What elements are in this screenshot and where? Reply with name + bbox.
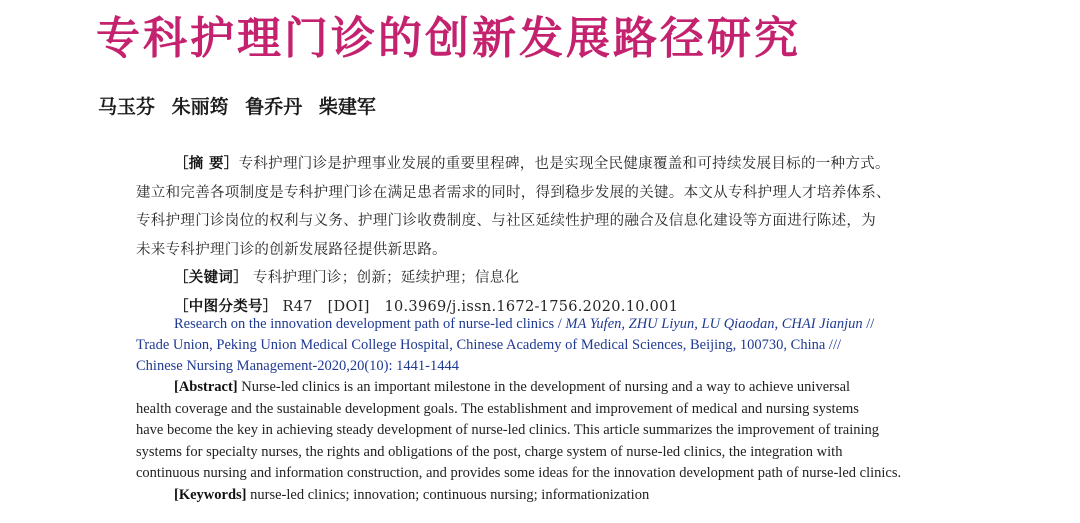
en-abstract-text: Nurse-led clinics is an important milestone in the development of nursing and a way to achieve universal: [241, 379, 851, 395]
en-abstract-line: [136, 377, 948, 399]
cn-keywords-text: 专科护理门诊；创新；延续护理；信息化: [252, 270, 520, 286]
author-name: 朱丽筠: [171, 96, 229, 118]
cn-abstract-label: ［摘 要］: [174, 155, 239, 172]
author-name: 柴建军: [318, 96, 376, 118]
english-title-block: [136, 314, 948, 377]
cn-abstract-line: 专科护理门诊岗位的权利与义务、护理门诊收费制度、与社区延续性护理的融合及信息化建设等方面进行陈述，为: [136, 213, 876, 229]
en-abstract-label: [Abstract]: [174, 379, 238, 395]
cn-keywords-label: ［关键词］: [174, 269, 248, 286]
en-keywords: [136, 485, 948, 507]
en-abstract-line: health coverage and the sustainable development goals. The establishment and improvement of medical and nursing systems: [136, 400, 859, 417]
chinese-abstract-block: [136, 150, 944, 321]
cn-abstract-text: 专科护理门诊是护理事业发展的重要里程碑，也是实现全民健康覆盖和可持续发展目标的一种方式。: [238, 156, 890, 172]
cn-abstract-line: [136, 150, 944, 179]
english-abstract-block: [136, 377, 948, 506]
en-abstract-line: continuous nursing and information construction, and provides some ideas for the innovation development path of nurse-led clinics.: [136, 465, 902, 481]
en-abstract-line: have become the key in achieving steady development of nurse-led clinics. This article summarizes the improvement of training: [136, 422, 880, 438]
en-abstract-line: systems for specialty nurses, the rights and obligations of the post, charge system of nurse-led clinics, the integration with: [136, 443, 843, 460]
cn-classification-text: R47 [DOI] 10.3969/j.issn.1672-1756.2020.10.001: [282, 298, 679, 315]
cn-abstract-line: 建立和完善各项制度是专科护理门诊在满足患者需求的同时，得到稳步发展的关键。本文从专科护理人才培养体系、: [136, 184, 891, 201]
en-affiliation: Trade Union, Peking Union Medical College Hospital, Chinese Academy of Medical Sciences, Beijing, 100730, China ///: [136, 337, 842, 353]
cn-keywords: [136, 264, 944, 293]
author-name: 鲁乔丹: [245, 96, 303, 118]
cn-abstract-line: 未来专科护理门诊的创新发展路径提供新思路。: [136, 241, 447, 258]
en-citation: Chinese Nursing Management-2020,20(10): 1441-1444: [136, 358, 459, 374]
author-name: 马玉芬: [98, 96, 156, 118]
cn-classification-label: ［中图分类号］: [174, 297, 278, 315]
en-title-separator: //: [862, 316, 875, 332]
en-authors: MA Yufen, ZHU Liyun, LU Qiaodan, CHAI Jianjun: [565, 316, 863, 332]
en-keywords-text: nurse-led clinics; innovation; continuous nursing; informationization: [250, 486, 650, 503]
article-title: 专科护理门诊的创新发展路径研究: [96, 13, 801, 64]
en-title-line: [136, 314, 948, 335]
author-list: [98, 92, 386, 119]
en-title-text: Research on the innovation development path of nurse-led clinics /: [174, 316, 566, 332]
en-keywords-label: [Keywords]: [174, 486, 247, 503]
